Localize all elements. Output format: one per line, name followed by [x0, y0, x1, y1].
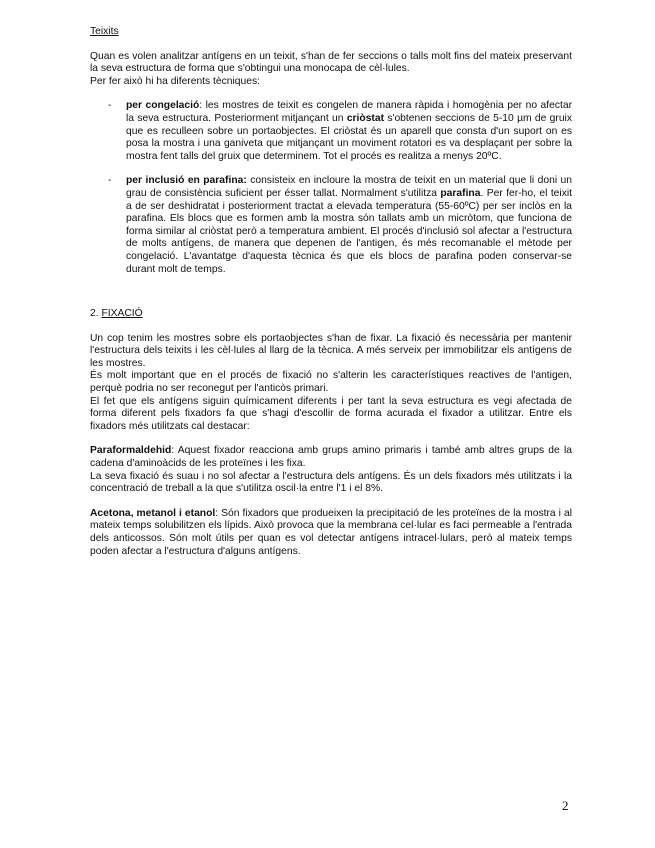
intro-line: Per fer això hi ha diferents tècniques:	[90, 75, 260, 87]
bullet-text: per inclusió en parafina: consisteix en incloure la mostra de teixit en un material que li doni un grau de consistència suficient per ésser tallat. Normalment s'utilitza parafina. Per fer-ho, el teixit a de ser deshidratat i posteriorment tractat a elevada temperatura (55-60ºC) per ser inclòs en la parafina. Els blocs que es formen amb la mostra són tallats amb un micròtom, que funciona de forma similar al criòstat però a temperatura ambient. El procés d'inclusió sol afectar a l'estructura de molts antígens, de manera que depenen de l'antigen, és més recomanable el mètode per congelació. L'avantatge d'aquesta tècnica és que els blocs de parafina poden conservar-se durant molt de temps.	[126, 175, 572, 275]
fixacio-paragraph-3: El fet que els antígens siguin químicament diferents i per tant la seva estructura es vegi afectada de forma diferent pels fixadors fa que s'hagi d'escollir de forma acurada el fixador a utilitzar. Entre els fixadors més utilitzats cal destacar:	[90, 395, 572, 432]
bullet-congelacio	[90, 100, 572, 163]
page-number: 2	[562, 798, 569, 813]
section-2-heading: 2. FIXACIÓ	[90, 308, 143, 320]
document-body	[90, 26, 572, 558]
bullet-dash: -	[108, 100, 112, 112]
bullet-bold: per congelació	[126, 100, 200, 112]
fixacio-paragraph-1: Un cop tenim les mostres sobre els portaobjectes s'han de fixar. La fixació és necessària per mantenir l'estructura dels teixits i les cèl·lules al llarg de la tècnica. A més serveix per immobilitzar els antígens de les mostres.	[90, 332, 572, 369]
bullet-text: per congelació: les mostres de teixit es congelen de manera ràpida i homogènia per no afectar la seva estructura. Posteriorment mitjançant un criòstat s'obtenen seccions de 5-10 µm de gruix que es reculleen sobre un portaobjectes. El criòstat és un aparell que consta d'un suport on es posa la mostra i una ganiveta que mitjançant un moviment rotatori es va desplaçant per sobre la mostra fent talls del gruix que determinem. Tot el procés es realitza a menys 20ºC.	[126, 100, 573, 162]
bullet-dash: -	[108, 175, 112, 187]
paraformaldehid-paragraph-2: La seva fixació és suau i no sol afectar a l'estructura dels antígens. És un dels fixadors més utilitzats i la concentració de treball a la que s'utilitza oscil·la entre l'1 i el 8%.	[90, 470, 572, 495]
paraformaldehid-paragraph: Paraformaldehid: Aquest fixador reacciona amb grups amino primaris i també amb altres grups de la cadena d'aminoàcids de les proteïnes i les fixa.	[90, 445, 572, 470]
bullet-parafina	[90, 175, 572, 276]
bullet-bold: per inclusió en parafina:	[126, 175, 247, 187]
fixacio-paragraph-2: És molt important que en el procés de fixació no s'alterin les característiques reactives de l'antigen, perquè podria no ser reconegut per l'anticòs primari.	[90, 370, 572, 395]
intro-paragraph: Quan es volen analitzar antígens en un teixit, s'han de fer seccions o talls molt fins del mateix preservant la seva estructura de forma que s'obtingui una monocapa de cèl·lules.	[90, 50, 572, 75]
acetona-paragraph: Acetona, metanol i etanol: Són fixadors que produeixen la precipitació de les proteïnes de la mostra i al mateix temps solubilitzen els lípids. Això provoca que la membrana cel·lular es faci permeable a l'entrada dels anticossos. Són molt útils per quan es vol detectar antígens intracel·lulars, però al mateix temps poden afectar a l'estructura d'alguns antígens.	[90, 507, 573, 557]
heading-teixits: Teixits	[90, 26, 119, 37]
